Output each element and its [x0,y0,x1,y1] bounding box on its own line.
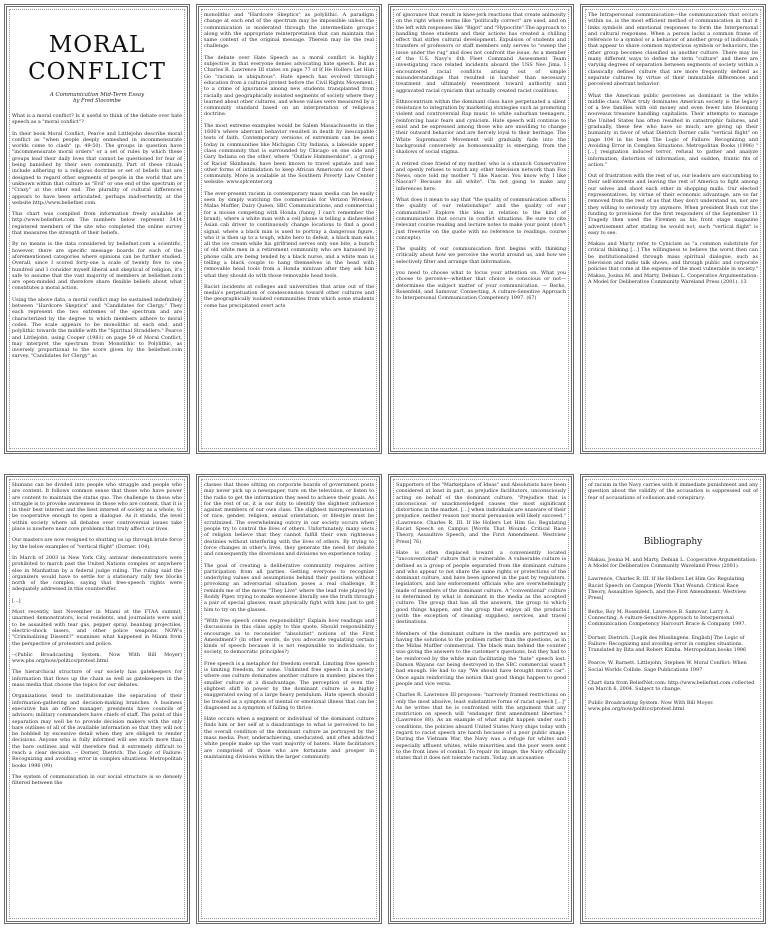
paragraph: Most recently, last November in Miami at the FTAA summit, unarmed demonstrators, local residents, and journalists were said to be assaulted with tear gas, pepper spray, beanbag projectiles, electric-shock tasers, and other police weapons. NOW's "Criminalizing Dissent?" examines what happened in Miami from the perspective of protesters and police. [12,609,182,647]
paragraph: By no means is the data considered by beliefnet.com a scientific, however, there are specific message boards for each of the aforementioned categories where opinions can be further studied. Overall, since I scored forty-one a scale of twenty five to one hundred and I consider myself liberal and skeptical of religion, it's safe to assume that the vast majority of members at beliefnet.com are open-minded and therefore share flexible beliefs about what constitutes a moral action. [12,241,182,292]
byline: by Fred Slocombe [73,98,121,104]
paragraph: The goal of creating a deliberative community requires active participation from all parties. Getting everyone to recognize underlying values and assumptions behind their positions without provoking an adversarial situation poses a real challenge. It reminds me of the movie "They Live" where the lead role played by Roddy Piper, trying to make someone literally see the truth through a pair of special glasses, must physically fight with him just to get him to try on the glasses. [204,562,374,613]
paragraph: you need to choose what to focus your attention on. What you choose to perceive—whether that choice is conscious or not—determines the subject matter of your communication. — Berko, Rosenfeld, and Samovar. Connecting, A culture-Sensitive Approach to Interpersonal Communication Competency 1997. (67) [396,269,566,302]
bibliography-entry: Dorner, Dietrich. [Logik des Misslingens. English] The Logic of Failure: Recognizing and avoiding error in complex situations. Translated by Rita and Robert Kimba. Metropolitan books 1996 [588,634,747,654]
bibliography-entry: Makau, Josina M. and Marty, Debian L. Cooperative Argumentation: A Model for Deliberative Community Waveland Press (2001). [588,556,758,570]
paragraph: of ignorance that result in knee-jerk reactions that create animosity on the right where terms like "politically correct" are used, and on the left with responses like "Bigot" and "Hypocrite" The approach to handling those students and their actions has created a chilling effect that stifles cultural development. Expulsion of students and transfers of professors or staff members only serves to "sweep the issue under the rug" and does not confront the issue. As a member of the U.S. Navy's 6th Fleet Command Assessment Team investigating race related incidents aboard the USS Neo Jima, I encountered racial conflicts arising out of simple misunderstandings that resulted in harsher than necessary treatment and ultimately resentment toward authority and aggravated racial cynicism that actually created racist coalitions. [396,12,566,94]
paragraph: The ever-present racism in contemporary mass media can be easily seen by simply watching the commercials for Verizon Wireless, Malas Muffler, Dairy Queen, SBC Communications, and commercial for a mouse competing with Honda (funny, I can't remember the brand), where a white man with a cell phone is telling a disheveled Asian cab driver to continuously change locations to find a good signal, where a black man is used to portray a dangerous figure, who it is then up to a tough, white hero to defeat, a black man eats all the ice cream while his girlfriend serves only one bite, a bunch of old white men in a retirement community who are harassed by phone calls are being tended by a black nurse, and a white man is telling a black couple to hang themselves in the head with removable head tools from a Honda minivan after they ask him what they should do with those removable head tools. [204,190,374,279]
bibliography-list [588,557,758,712]
paragraph: The most extreme examples would be Salem Massachusetts in the 1600's where aberrant behavior resulted in death by inescapable tests of faith. Contemporary versions of extremism can be seen today in communities like Michigan City Indiana, a lakeside upper class community that is surrounded by Chicago on one side and Gary Indiana on the other, where "Outlaw Hammerskins", a group of Racist Skinheads, have been known to travel upstate and use other forms of intimidation to keep African Americans out of their community. More is available at the Southern Poverty Law Center website: www.splcenter.org [204,122,374,186]
panel-body [396,12,566,301]
paragraph: "With free speech comes responsibility" Explain how readings and discussions in this class apply to this quote. Should responsibility encourage us to reconsider "absolutist" notions of the First Amendment? (In other words, do you advocate regulating certain kinds of speech because it is not responsible to individuals, to society, to democratic principles?) [204,617,374,656]
paragraph: The debate over Hate Speech as a moral conflict is highly subjective in that everyone denies advocating hate speech. But as Charles R. Lawrence III states on page 77 of If He Hollers Let Him Go "racism is ubiquitous". Hate speech has evolved through education from a cultural protest before the Civil Rights Movement, to a crime of ignorance among new students transplanted from racially and geographically isolated segments of society where they learned about other cultures, and whose values were measured by a community standard based on an interpretation of religious doctrine. [204,54,374,118]
paragraph: of racism in the Navy carries with it immediate punishment and any question about the validity of the accusation is suppressed out of fear of accusations of collusion and conspiracy. [588,482,758,501]
paragraph: The Intrapersonal communication—the communication that occurs within us, is the most efficient method of communication in that it links symbols and emotional responses to form the Interpersonal and cultural responses. When a person lacks a common frame of reference to a symbol or a behavior of another group of individuals that appear to share common mysterious symbols or behaviors, the other group becomes classified as another culture. There may be many different ways to define the term "culture" and there are varying degrees of separation between segments of society within a classically defined culture that are more frequently defined as separate cultures by virtue of their immutable differences and perceived aberrant behavior. [588,12,758,88]
paragraph: The system of communication in our social structure is so densely filtered between the [12,773,182,787]
paragraph: Racist incidents at colleges and universities that arise out of the media's perpetuation of condescension toward other cultures and the geographically isolated communities from which some students come has precipitated overt acts [204,283,374,309]
paragraph: Members of the dominant culture in the media are portrayed as having the solutions to the problem rather than the questions, as in the Midas Muffler commercial. The black man behind the counter was giving the answers to the customer's questions, but they had to be reinforced by the white man facilitating the "hate" speech lost. Damon Wayans car being destroyed in the SBC commercial wasn't bad enough. He had to say "We should have brought mom's car". Once again reinforcing the notion that good things happen to good people and vice versa. [396,630,566,687]
panel-1 [4,4,190,454]
panel-body [12,482,182,786]
paragraph: The hierarchical structure of our society has gatekeepers for information that flows up the chain as well as gatekeepers in the mass media that choose the topics for our debates. [12,669,182,689]
paragraph: Makau and Marty refer to Cynicism as "a common substitute for critical thinking [...] The willingness to believe the worst then can be institutionalized through mass spiritual dialogue, such as television and radio talk shows, and through public and corporate policies that come at the expense of the most vulnerable in society." Makau, Josina M. and Marty, Debian L. Cooperative Argumentation: A Model for Deliberative Community Wareland Press (2001). 13 [588,241,758,285]
panel-7 [388,474,574,924]
bibliography-heading: Bibliography [643,536,703,547]
panel-4 [580,4,766,454]
paragraph: This chart was compiled from information freely available at http://www.beliefnet.com The numbers below represent 3414 registered members of the site who completed the online survey that measures the strength of their beliefs. [12,211,182,237]
paragraph: Hate occurs when a segment or individual of the dominant culture finds him or her self at a disadvantage to what is perceived to be the overall condition of the dominant culture as portrayed by the mass media. Poor, underachieving, uneducated, and often addicted white people make up the vast majority of haters. Hate facilitators are comprised of those who are fortunate and prosper in maintaining divisions within the larger community. [204,716,374,760]
panel-6 [196,474,382,924]
bibliography-entry: Public Broadcasting System. Now With Bill Moyer. www.pbs.org/now/politics/protest.html [588,699,714,712]
bibliography-entry: Berko, Roy M. Rosenfeld, Lawrence B. Samovar, Larry A. Connecting, A culture-Sensitive Approach to Interpersonal Communication Competency Harcourt Brace & Company 1997. [588,608,747,628]
paragraph: classes that those sitting on corporate boards of government posts may never pick up a newspaper, turn on the television, or listen to the radio to get the information they need to achieve their goals. As for the rest of us, it is our duty to identify the slightest influence against members of our own class. The slightest misrepresentation of race, gender, religion, sexual orientation, or lifestyle must be scrutinized. The overwhelming outcry in our society occurs when people try to control the lives of others. Unfortunately, many sects of religion believe that they cannot fulfill their own righteous destinies without interfering with the lives of others. By trying to force changes in other's lives, they generate the need for debate and consequently the diversions and divisions we experience today. [204,482,374,558]
paragraph: Humans can be divided into people who struggle and people who are content. It follows common sense that those who have power are content to maintain the status quo. The challenge to those who struggle is to provoke awareness in those who are content, that it is in their best interest and the best interest of society as a whole, to be cooperative enough to open a dialogue. As it stands, the level within society where all debates over controversial issues take place is nowhere near core problems that truly affect our lives. [12,482,182,533]
paragraph: Free speech is a metaphor for freedom overall. Limiting free speech is limiting freedom, for some. Unlimited free speech in a society where one culture dominates another culture in number, places the smaller culture at a disadvantage. The perception of even the slightest shift in power by the dominant culture is a highly exaggerated swing of a large heavy pendulum. Hate speech should be treated as a symptom of mental or emotional illness that can be diagnosed as a symptom of failing to thrive. [204,660,374,711]
paragraph: A retired close friend of my mother, who is a staunch Conservative and openly refuses to watch any other television network than Fox News, once told my mother "I like Nascar. You know why I like Nascar? Because its all white". I'm not going to make any inferences here. [396,160,566,192]
panel-body [396,482,566,761]
paragraph: monolithic and "Hardcore Skeptics" as polylithic. A paradigm change at each end of the spectrum may be impossible unless the communication is moderated through the intermediate groups along with the appropriate reinterpretation that can maintain the same context of the original message. Therein may lie the real challenge. [204,12,374,50]
paragraph: [...] [12,597,21,604]
panel-2 [196,4,382,454]
paragraph: Hate is often displaced toward a conveniently located "unconventional" culture that is vulnerable. A vulnerable culture is defined as a group of people separated from the dominant culture and who appear to not share the same rights or protections of the dominant culture, and have been ignored in the past by regulators, legislators, and law enforcement officials who are overwhelmingly made of members of the dominant culture. A "conventional" culture is determined by what is dominant in the media as the accepted culture. The group that has all the answers, the group to which good things happen, and the group that enjoys all the products (with the exception of cleaning supplies), services, and travel destinations. [396,549,566,626]
bibliography-entry: Pearce, W. Barnett. Littlejohn, Stephen W. Moral Conflict: When Social Worlds Collide. Sage Publications 1997 [588,660,747,673]
panel-3 [388,4,574,454]
title-line-1: MORAL [48,32,146,58]
paragraph: In March of 2003 in New York City, antiwar demonstrators were prohibited to march past the United Nations complex or anywhere else in Manhattan by a federal judge ruling. The ruling said the organizers would have to settle for a stationary rally few blocks north of the complex, saying that free-speech rights were adequately addressed in this counteroffer. [12,554,182,593]
panel-body [204,482,374,760]
bibliography-entry: Chart data from BeliefNet.com: http://www.beliefnet.com collected on March 6, 2004. Subject to change. [588,680,755,693]
paragraph: Charles R. Lawrence III proposes: "narrowly framed restrictions on only the most abusive, least substantive forms of racist speech [...]" As he writes that he is confronted with the argument that any restriction on speech will "endanger first amendment liberties." (Lawrence 88). As an example of what might happen under such conditions, the policies aboard United States Navy ships today with regard to racist speech are harsh because of a poor public image. During the Vietnam War, the Navy was a refuge for whites and especially affluent whites, while minorities and the poor were sent to the front lines of combat. To repair its image, the Navy officially states that it does not tolerate racism. Today, an accusation [396,692,566,762]
paragraph: Out of frustration with the rest of us, our leaders are succumbing to their self-interests and leaving the rest of America to fight among our selves and shoot each other in shopping malls. Our elected representatives, by virtue of their economic advantage, are so far removed from the rest of us that they don't understand us, nor are they willing to seriously try anymore. When president Bush cut the funding to provisions for the first responders of the September 11 Tragedy then used the Firemen as his front stage magazine advertisement after stating he would not, such "vertical flight" is easy to see. [588,173,758,236]
paragraph: Supporters of the "Marketplace of Ideas" and Absolutists have been considered at least in part, as prejudice facilitators, unconsciously acting on behalf of the dominant culture. "Prejudice that is unconscious or unacknowledged causes the most significant distortions in the market. [...] when individuals are unaware of their prejudice, neither reason nor moral persuasion will likely succeed." (Lawrence, Charles R. III. If He Hollers Let Him Go: Regulating Racist Speech on Campus [Words That Wound: Critical Race Theory, Assaultive Speech, and the First Amendment. Westview Press] 76) [396,482,566,545]
paragraph: Our masters are now resigned to shutting us up through brute force by the below examples of "vertical flight" (Dorner. 104). [12,537,182,550]
title-line-2: CONFLICT [28,59,166,85]
panel-body [588,482,758,501]
paragraph: In their book Moral Conflict, Pearce and Littlejohn describe moral conflict as "when people deeply enmeshed in incommensurate worlds come to clash" (p. 49-50). The groups in question have "incommensurate moral orders" or a set of rules by which these groups lead their daily lives that cannot be questioned for fear of being banished by their own community. Part of these rituals include adhering to a religious doctrine or set of beliefs that are designed to regard other segments of people in the world that are unknown within that culture as "Evil" or one end of the spectrum or "Crazy" at the other end. The plurality of cultural differences appears to have been articulated, perhaps inadvertently, at the website http://www.beliefnet.com. [12,130,182,206]
panel-body [12,113,182,360]
paragraph: What does it mean to say that "the quality of communication affects the quality of our relationships" and the quality of our communities? Explore this idea in relation to the kind of communication that occurs in conflict situations. Be sure to cite relevant course reading and lecture notes to make your point (don't just freewrite on the quote with no reference to readings, course concepts). [396,197,566,241]
paragraph: What is a moral conflict? Is it useful to think of the debate over hate speech as a "moral conflict"? [12,113,182,126]
panel-5 [4,474,190,924]
paragraph: Using the above data, a moral conflict may be sustained indefinitely between "Hardcore Skeptics" and "Candidates for Clergy." They each represent the two extremes of the spectrum and are characterized by the degree to which members adhere to moral codes. The scale appears to be monolithic at each end, and polylithic towards the middle with the "Spiritual Straddlers." Pearce and Littlejohn, using Cooper (1981) on page 59 of Moral Conflict, may interpret the spectrum from Monolithic to Polylithic, as inversely proportional to the score given by the beliefnet.com survey, "Candidates for Clergy" as [12,296,182,360]
paragraph: What the American public perceives as dominant is the white middle class. What truly dominates American society is the legacy of a few families with old money and even fewer late blooming nouveaux treasure handling capitalists. Their attempts to manage the United States has often resulted in catastrophic failures, and gradually, these few who have so much, are giving up their humanity in favor of what Dietrich Dorner calls "vertical flight" on page 104 in his book The Logic of Failure: Recognizing and Avoiding Error in Complex Situations. Metropolitan Books (1996) " [...] resignation induced terror, refusal to gather and analyze information, distortion of information, and sudden, frantic fits of action." [588,92,758,168]
paragraph: Ethnocentrism within the dominant class have perpetuated a silent resistance to integration by marketing strategies such as promoting violent and controversial Rap music to white suburban teenagers, reinforcing basic fears and cynicism. Hate speech will continue to exist and be expressed among those who are unwilling to change their outward behavior and are fiercely loyal to their heritage. The White Supremacist Movement will gradually fade into the background conversely as homosexuality is emerging, from the shadows of social stigma. [396,98,566,156]
panel-body [588,12,758,285]
panel-body [204,12,374,309]
panel-8 [580,474,766,924]
bibliography-entry: Lawrence, Charles R. III. If He Hollers Let Him Go: Regulating Racist Speech on Campus [Words That Wound: Critical Race Theory, Assaultive Speech, and the First Amendment. Westview Press] [588,576,747,602]
paragraph: Organizations tend to institutionalize the separation of their information-gathering and decision-making branches. A business executive has an office manager; presidents have councils of advisors; military commanders have chiefs of staff. The point of this separation may well be to provide decision makers with the only bare outlines of all of the available information so that they will not be hobbled by excessive detail when they are obliged to render decisions. Anyone who is fully informed will see much more than the bare outlines and will therefore find it extremely difficult to reach a clear decision. -- Dorner, Dietrich. The Logic of Failure: Recognizing and avoiding error in complex situations. Metropolitan books 1996 (99) [12,693,182,769]
paragraph: The quality of our communication first begins with thinking critically about how we perceive the world around us, and how we selectively filter and arrange that information. [396,246,566,265]
subtitle: A Communication Mid-Term Essay [49,92,145,98]
paragraph: --(Public Broadcasting System. Now With Bill Moyer) www.pbs.org/now/politics/protest.html [12,651,182,665]
